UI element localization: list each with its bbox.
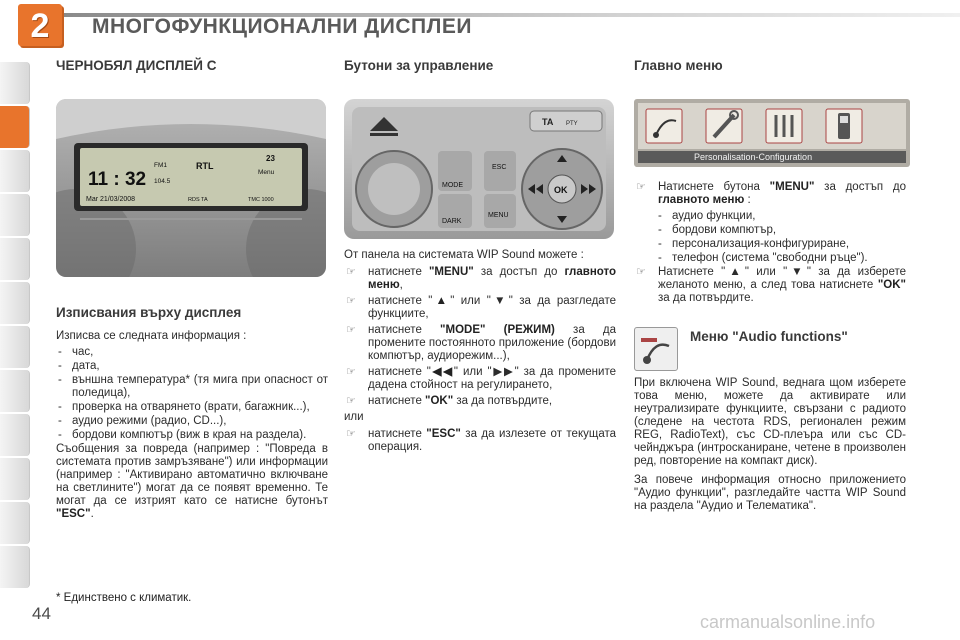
main-menu-list [634, 181, 906, 207]
messages-paragraph [56, 443, 328, 521]
display-illustration [56, 99, 326, 277]
list-item [634, 266, 906, 305]
audio-note-icon [646, 109, 682, 143]
menu-key-label: "MENU" [428, 266, 474, 278]
ok-key-label: "OK" [877, 279, 906, 291]
menu-key-label: MENU [488, 212, 509, 219]
item-text: за да промените постоянното приложение (бордови компютър, аудиорежим...), [368, 324, 617, 362]
chapter-tab-11[interactable] [0, 502, 30, 544]
chapter-tab-7[interactable] [0, 326, 30, 368]
main-menu-screen [634, 99, 910, 167]
main-menu-label: главното меню [368, 266, 617, 291]
list-item: - бордови компютър (виж в края на раздела). [56, 429, 328, 442]
chapter-tabs [0, 62, 36, 590]
mode-key-label: MODE [442, 182, 463, 189]
audio-functions-paragraph: При включена WIP Sound, веднага щом изберете това меню, можете да активирате или неутрализирате функциите, свързани с радиото (следене на честота RDS, регионален режим REG, RadioText), със CD-плеъра или със CD-чейнджъра (интросканиране, четене в произволен ред, повторение на компакт диск). [634, 377, 906, 467]
controls-list-2 [344, 428, 616, 454]
column-controls [344, 58, 616, 457]
list-item: - аудио режими (радио, CD...), [56, 415, 328, 428]
column-display [56, 58, 328, 521]
esc-key-label: ESC [492, 164, 507, 171]
bullet-hand-icon: ☞ [636, 181, 646, 193]
item-text: , [399, 279, 403, 291]
esc-key-label: "ESC" [56, 508, 91, 520]
item-text: натиснете [368, 324, 441, 336]
menu-key-label: "MENU" [769, 181, 815, 193]
control-panel-illustration [344, 99, 614, 239]
dark-key-label: DARK [442, 218, 462, 225]
rewind-label: ◀◀ [430, 366, 454, 378]
section-heading-main-menu: Главно меню [634, 58, 723, 73]
list-item: - външна температура* (тя мига при опасност от поледица), [56, 374, 328, 400]
controls-list [344, 266, 616, 408]
chapter-tab-6[interactable] [0, 282, 30, 324]
list-item [344, 366, 616, 392]
item-text: за да потвърдите. [658, 292, 754, 304]
column-main-menu [634, 58, 906, 513]
controls-intro: От панела на системата WIP Sound можете : [344, 249, 584, 261]
chapter-tab-8[interactable] [0, 370, 30, 412]
chapter-tab-2[interactable] [0, 106, 30, 148]
audio-functions-header [634, 327, 906, 377]
list-item: - час, [56, 346, 328, 359]
ok-key-label: OK [554, 185, 568, 195]
item-text: за да потвърдите, [453, 395, 553, 407]
or-text: или [344, 411, 364, 423]
audio-note-icon [634, 327, 678, 371]
tools-icon [766, 109, 802, 143]
item-text: за достъп до [814, 181, 906, 193]
display-frequency: 104.5 [154, 178, 171, 185]
bullet-hand-icon: ☞ [636, 266, 646, 278]
list-item [344, 266, 616, 292]
item-text: за да излезете от текущата операция. [368, 428, 617, 453]
chapter-tab-4[interactable] [0, 194, 30, 236]
page-title: МНОГОФУНКЦИОНАЛНИ ДИСПЛЕИ [92, 15, 472, 38]
list-item: - проверка на отварянето (врати, багажник...), [56, 401, 328, 414]
chapter-number: 2 [30, 7, 50, 45]
item-text: натиснете [368, 266, 429, 278]
esc-key-label: "ESC" [426, 428, 461, 440]
item-text: натиснете " [368, 295, 433, 307]
list-item: - персонализация-конфигуриране, [656, 238, 906, 251]
item-text: натиснете [368, 395, 426, 407]
page-header [0, 0, 960, 44]
main-menu-label: главното меню [658, 194, 745, 206]
chapter-tab-9[interactable] [0, 414, 30, 456]
bullet-hand-icon: ☞ [346, 324, 356, 336]
list-item: - телефон (система "свободни ръце"). [656, 252, 906, 265]
readouts-list [56, 346, 328, 442]
bullet-hand-icon: ☞ [346, 395, 356, 407]
section-heading-readouts: Изписвания върху дисплея [56, 305, 242, 320]
display-tmc: TMC 1000 [248, 197, 274, 203]
readouts-intro: Изписва се следната информация : [56, 330, 247, 342]
display-rds: RDS TA [188, 197, 208, 203]
chapter-tab-1[interactable] [0, 62, 30, 104]
list-item: - дата, [56, 360, 328, 373]
watermark: carmanualsonline.info [700, 612, 876, 632]
bullet-hand-icon: ☞ [346, 295, 356, 307]
section-heading-audio-functions: Меню "Audio functions" [690, 329, 848, 344]
chapter-tab-12[interactable] [0, 546, 30, 588]
item-text: Натиснете бутона [658, 181, 770, 193]
bullet-hand-icon: ☞ [346, 266, 356, 278]
display-band: FM1 [154, 162, 167, 169]
display-temperature: 23 [266, 154, 275, 163]
messages-text: Съобщения за повреда (например : "Повреда в системата против замръзяване") или информации (например : "Активирано автоматично включване на светлините") могат да се появят временно. Те могат да се изтрият като се натисне бутонът [56, 443, 328, 507]
list-item [344, 428, 616, 454]
list-item [634, 181, 906, 207]
up-arrow-label: ▲ [432, 295, 451, 307]
ok-key-label: "OK" [425, 395, 454, 407]
bullet-hand-icon: ☞ [346, 366, 356, 378]
messages-end: . [90, 508, 94, 520]
item-text: натиснете " [368, 366, 431, 378]
chapter-badge [18, 4, 62, 46]
list-item: - бордови компютър, [656, 224, 906, 237]
pty-key-label: PTY [566, 121, 578, 127]
wrench-icon [706, 109, 742, 143]
display-menu: Menu [258, 169, 275, 176]
control-panel-photo [344, 99, 614, 239]
main-menu-sublist [634, 210, 906, 265]
item-text: Натиснете "▲" или "▼" за да изберете желаното меню, а след това натиснете [658, 266, 906, 291]
list-item [344, 295, 616, 321]
section-heading-display: ЧЕРНОБЯЛ ДИСПЛЕЙ C [56, 58, 217, 73]
display-station: RTL [196, 161, 214, 171]
mode-key-label: "MODE" (РЕЖИМ) [440, 324, 555, 336]
main-menu-illustration [634, 99, 910, 167]
chapter-tab-10[interactable] [0, 458, 30, 500]
chapter-tab-5[interactable] [0, 238, 30, 280]
page-number: 44 [32, 604, 51, 623]
menu-caption: Personalisation-Configuration [694, 152, 813, 162]
list-item [344, 395, 616, 408]
bullet-hand-icon: ☞ [346, 428, 356, 440]
item-text: натиснете [368, 428, 427, 440]
section-heading-controls: Бутони за управление [344, 58, 494, 73]
item-text: " или "▶▶" за да промените дадена стойност на регулирането, [368, 366, 616, 391]
item-text: : [744, 194, 751, 206]
display-photo [56, 99, 326, 277]
display-date: Mar 21/03/2008 [86, 196, 136, 203]
display-time: 11 : 32 [88, 169, 147, 190]
ta-key-label: TA [542, 117, 554, 127]
list-item [344, 324, 616, 363]
phone-icon [826, 109, 862, 143]
footnote: * Единствено с климатик. [56, 592, 192, 604]
item-text: " или "▼" за да разгледате функциите, [368, 295, 616, 320]
main-menu-list-2 [634, 266, 906, 305]
chapter-tab-3[interactable] [0, 150, 30, 192]
list-item: - аудио функции, [656, 210, 906, 223]
item-text: за достъп до [473, 266, 565, 278]
audio-functions-more-info: За повече информация относно приложението "Аудио функции", разгледайте частта WIP Sound на раздела "Аудио и Телематика". [634, 474, 906, 512]
